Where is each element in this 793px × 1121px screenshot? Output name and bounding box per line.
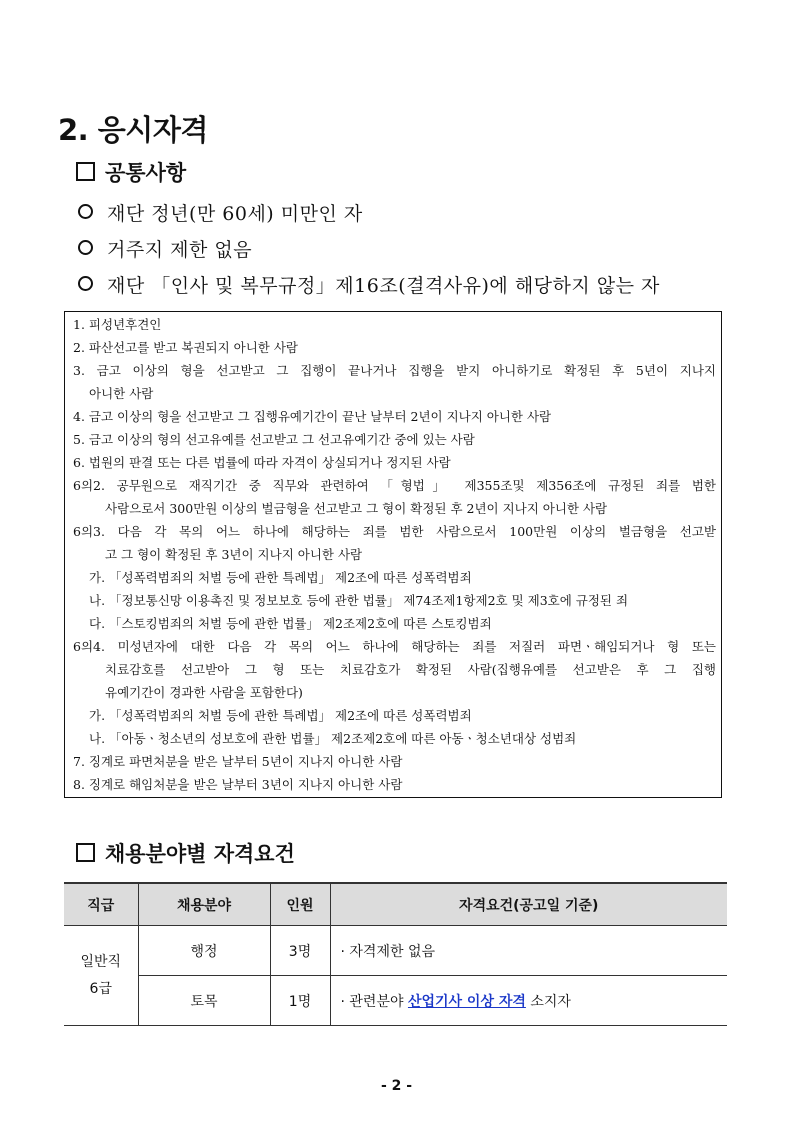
common-heading-text: 공통사항 — [105, 161, 187, 185]
col-requirement: 자격요건(공고일 기준) — [330, 883, 727, 926]
table-row — [64, 976, 727, 1026]
grade-cell — [64, 926, 138, 1026]
circle-bullet-icon — [78, 276, 93, 291]
table-header-row — [64, 883, 727, 926]
requirements-table — [64, 882, 727, 1026]
requirement-cell: · 자격제한 없음 — [330, 926, 727, 976]
disqualification-box — [64, 311, 722, 798]
reason-line: 7. 징계로 파면처분을 받은 날부터 5년이 지나지 아니한 사람 — [73, 754, 403, 769]
bullet-text: 재단 「인사 및 복무규정」제16조(결격사유)에 해당하지 않는 자 — [107, 275, 660, 297]
reason-line: 나. 「아동ㆍ청소년의 성보호에 관한 법률」 제2조제2호에 따른 아동ㆍ청소년대상 성범죄 — [89, 731, 577, 746]
bullet-text: 거주지 제한 없음 — [107, 239, 253, 261]
reason-line: 가. 「성폭력범죄의 처벌 등에 관한 특례법」 제2조에 따른 성폭력범죄 — [89, 708, 472, 723]
reason-line: 6의2. 공무원으로 재직기간 중 직무와 관련하여 「형법」 제355조및 제356조에 규정된 죄를 범한 — [73, 478, 716, 493]
circle-bullet-icon — [78, 204, 93, 219]
req-highlight: 산업기사 이상 자격 — [407, 993, 526, 1010]
reason-line: 5. 금고 이상의 형의 선고유예를 선고받고 그 선고유예기간 중에 있는 사람 — [73, 432, 475, 447]
circle-bullet-icon — [78, 240, 93, 255]
common-heading — [76, 157, 186, 187]
count-cell: 1명 — [270, 976, 330, 1026]
reason-line: 다. 「스토킹범죄의 처벌 등에 관한 법률」 제2조제2호에 따른 스토킹범죄 — [89, 616, 492, 631]
field-cell: 행정 — [138, 926, 270, 976]
grade-line: 6급 — [89, 980, 112, 997]
section-title: 2. 응시자격 — [58, 113, 208, 147]
bullet-text: 재단 정년(만 60세) 미만인 자 — [107, 203, 363, 225]
reason-line: 8. 징계로 해임처분을 받은 날부터 3년이 지나지 아니한 사람 — [73, 777, 403, 792]
req-prefix: · 관련분야 — [340, 993, 408, 1010]
reason-line: 2. 파산선고를 받고 복권되지 아니한 사람 — [73, 340, 298, 355]
reason-line: 1. 피성년후견인 — [73, 317, 162, 332]
field-cell: 토목 — [138, 976, 270, 1026]
req-suffix: 소지자 — [525, 993, 571, 1010]
reason-line: 6의3. 다음 각 목의 어느 하나에 해당하는 죄를 범한 사람으로서 100만원 이상의 벌금형을 선고받 — [73, 524, 716, 539]
reason-line: 사람으로서 300만원 이상의 벌금형을 선고받고 그 형이 확정된 후 2년이 지나지 아니한 사람 — [105, 501, 608, 516]
checkbox-square-icon — [76, 843, 95, 862]
field-heading-text: 채용분야별 자격요건 — [105, 842, 295, 866]
common-bullet-2 — [78, 235, 252, 262]
field-heading — [76, 838, 295, 868]
grade-line: 일반직 — [80, 953, 122, 970]
reason-line: 유예기간이 경과한 사람을 포함한다) — [105, 685, 303, 700]
reason-line: 아니한 사람 — [89, 386, 154, 401]
reason-line: 3. 금고 이상의 형을 선고받고 그 집행이 끝나거나 집행을 받지 아니하기로 확정된 후 5년이 지나지 — [73, 363, 716, 378]
common-bullet-3 — [78, 271, 660, 298]
col-grade: 직급 — [64, 883, 138, 926]
reason-line: 나. 「정보통신망 이용촉진 및 정보보호 등에 관한 법률」 제74조제1항제2호 및 제3호에 규정된 죄 — [89, 593, 629, 608]
table-row — [64, 926, 727, 976]
count-cell: 3명 — [270, 926, 330, 976]
page-number: - 2 - — [380, 1078, 413, 1094]
reason-line: 6. 법원의 판결 또는 다른 법률에 따라 자격이 상실되거나 정지된 사람 — [73, 455, 451, 470]
common-bullet-1 — [78, 199, 363, 226]
reason-line: 고 그 형이 확정된 후 3년이 지나지 아니한 사람 — [105, 547, 363, 562]
requirement-cell — [330, 976, 727, 1026]
col-count: 인원 — [270, 883, 330, 926]
reason-line: 6의4. 미성년자에 대한 다음 각 목의 어느 하나에 해당하는 죄를 저질러 파면ㆍ해임되거나 형 또는 — [73, 639, 716, 654]
col-field: 채용분야 — [138, 883, 270, 926]
reason-line: 가. 「성폭력범죄의 처벌 등에 관한 특례법」 제2조에 따른 성폭력범죄 — [89, 570, 472, 585]
reason-line: 치료감호를 선고받아 그 형 또는 치료감호가 확정된 사람(집행유예를 선고받은 후 그 집행 — [105, 662, 716, 677]
checkbox-square-icon — [76, 162, 95, 181]
reason-line: 4. 금고 이상의 형을 선고받고 그 집행유예기간이 끝난 날부터 2년이 지나지 아니한 사람 — [73, 409, 552, 424]
